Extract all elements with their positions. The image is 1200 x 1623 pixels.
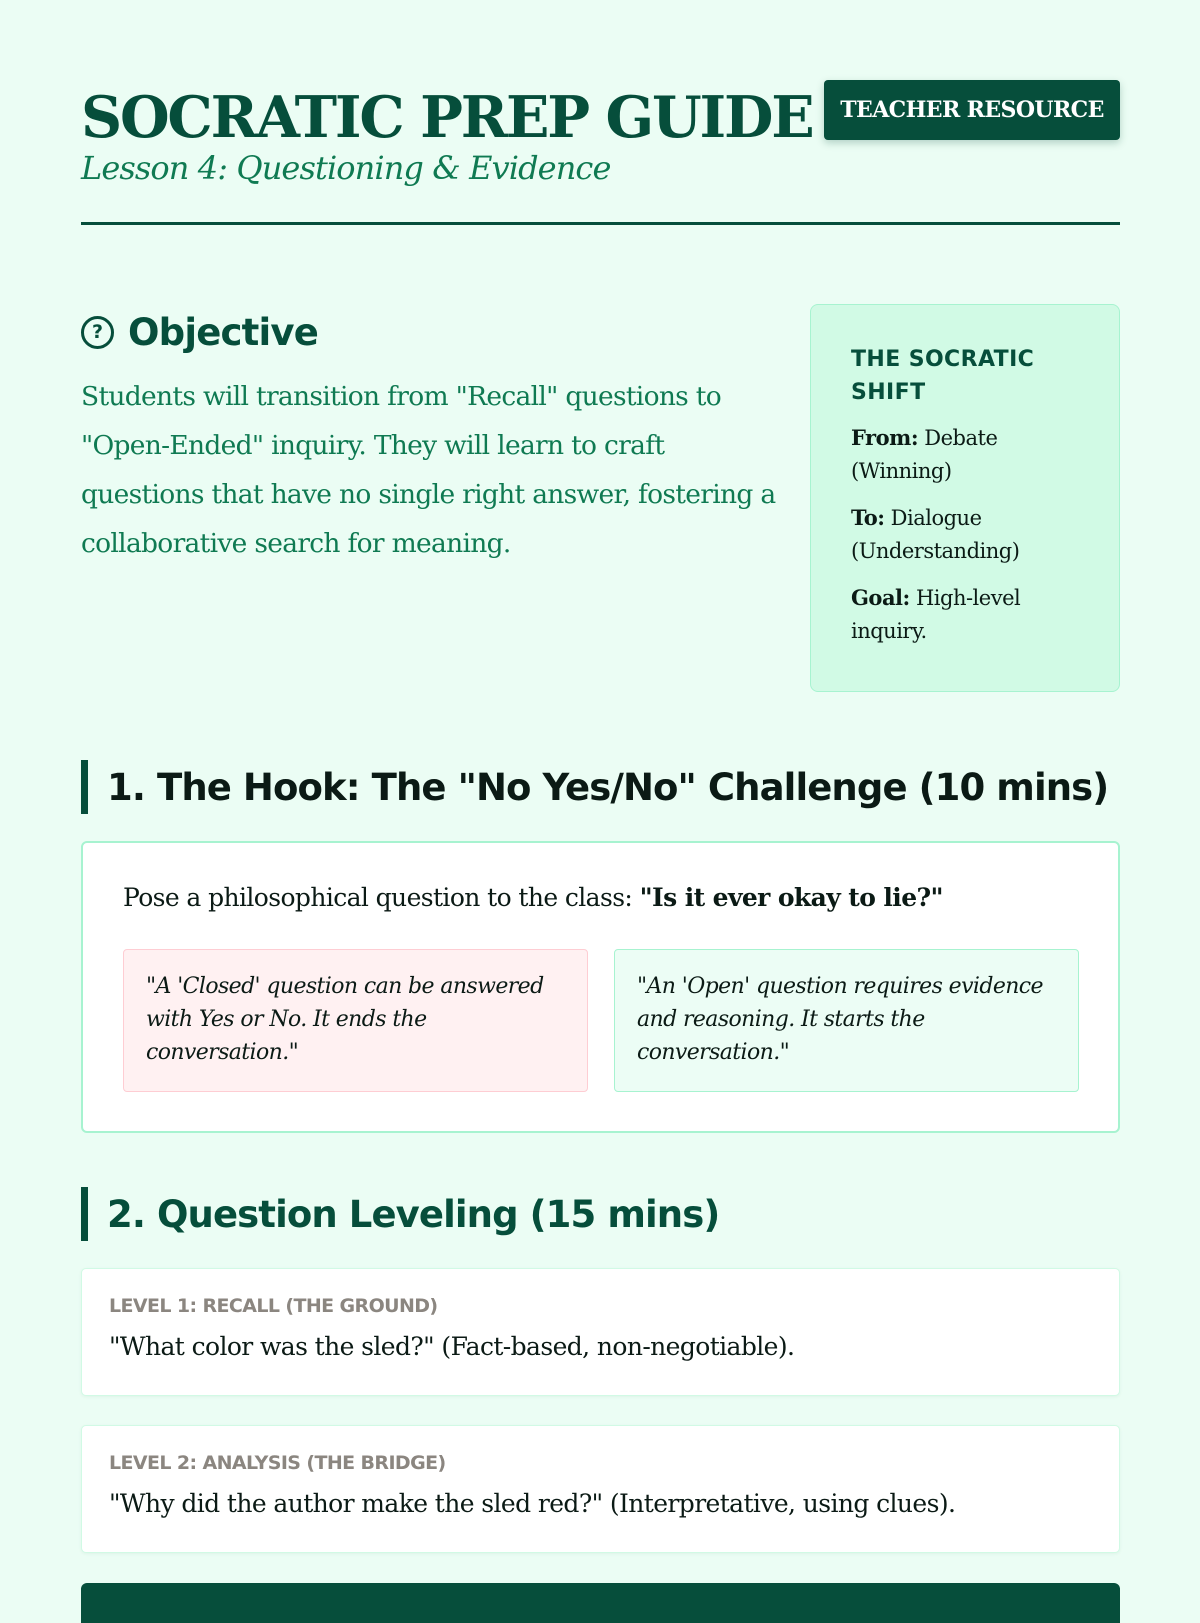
shift-item-value: High-level inquiry. [851, 586, 1021, 643]
socratic-shift-panel [810, 304, 1120, 692]
page-header [81, 80, 1120, 225]
shift-item-to [851, 501, 1079, 568]
hook-card [81, 841, 1120, 1133]
level-label: LEVEL 2: ANALYSIS (THE BRIDGE) [109, 1452, 446, 1474]
page-subtitle: Lesson 4: Questioning & Evidence [81, 149, 611, 187]
shift-item-value: Debate (Winning) [851, 426, 998, 483]
level-text: "Why did the author make the sled red?" (Interpretative, using clues). [109, 1489, 956, 1518]
level-card [81, 1268, 1120, 1396]
objective-section [81, 300, 781, 568]
shift-item-label: Goal: [851, 585, 910, 610]
objective-text: Students will transition from "Recall" questions to "Open-Ended" inquiry. They will learn to craft questions that have no single right answer, fostering a collaborative search for meaning. [81, 381, 776, 559]
shift-item-label: From: [851, 425, 919, 450]
closed-question-quote: "A 'Closed' question can be answered with Yes or No. It ends the conversation." [123, 949, 588, 1092]
question-circle-icon: ? [81, 316, 114, 349]
teacher-resource-badge: TEACHER RESOURCE [824, 80, 1120, 140]
leveling-section-heading [81, 1187, 1120, 1241]
shift-item-value: Dialogue (Understanding) [851, 506, 1020, 563]
socratic-shift-title: THE SOCRATIC SHIFT [851, 347, 1035, 405]
open-question-quote: "An 'Open' question requires evidence and reasoning. It starts the conversation." [614, 949, 1079, 1092]
hook-heading: 1. The Hook: The "No Yes/No" Challenge (10 mins) [107, 765, 1109, 809]
objective-heading-row [81, 300, 781, 364]
hook-prompt [123, 883, 943, 912]
level-text: "What color was the sled?" (Fact-based, non-negotiable). [109, 1332, 795, 1361]
hook-section-heading [81, 760, 1120, 814]
next-section-bar [81, 1583, 1120, 1623]
shift-item-from [851, 421, 1079, 488]
leveling-heading: 2. Question Leveling (15 mins) [107, 1192, 720, 1236]
level-label: LEVEL 1: RECALL (THE GROUND) [109, 1295, 438, 1317]
hook-question: "Is it ever okay to lie?" [639, 883, 943, 912]
shift-item-label: To: [851, 505, 885, 530]
level-card [81, 1425, 1120, 1553]
objective-heading: Objective [128, 310, 319, 354]
hook-prompt-text: Pose a philosophical question to the class: [123, 883, 640, 912]
page-title: SOCRATIC PREP GUIDE [81, 84, 813, 151]
shift-item-goal [851, 581, 1079, 648]
